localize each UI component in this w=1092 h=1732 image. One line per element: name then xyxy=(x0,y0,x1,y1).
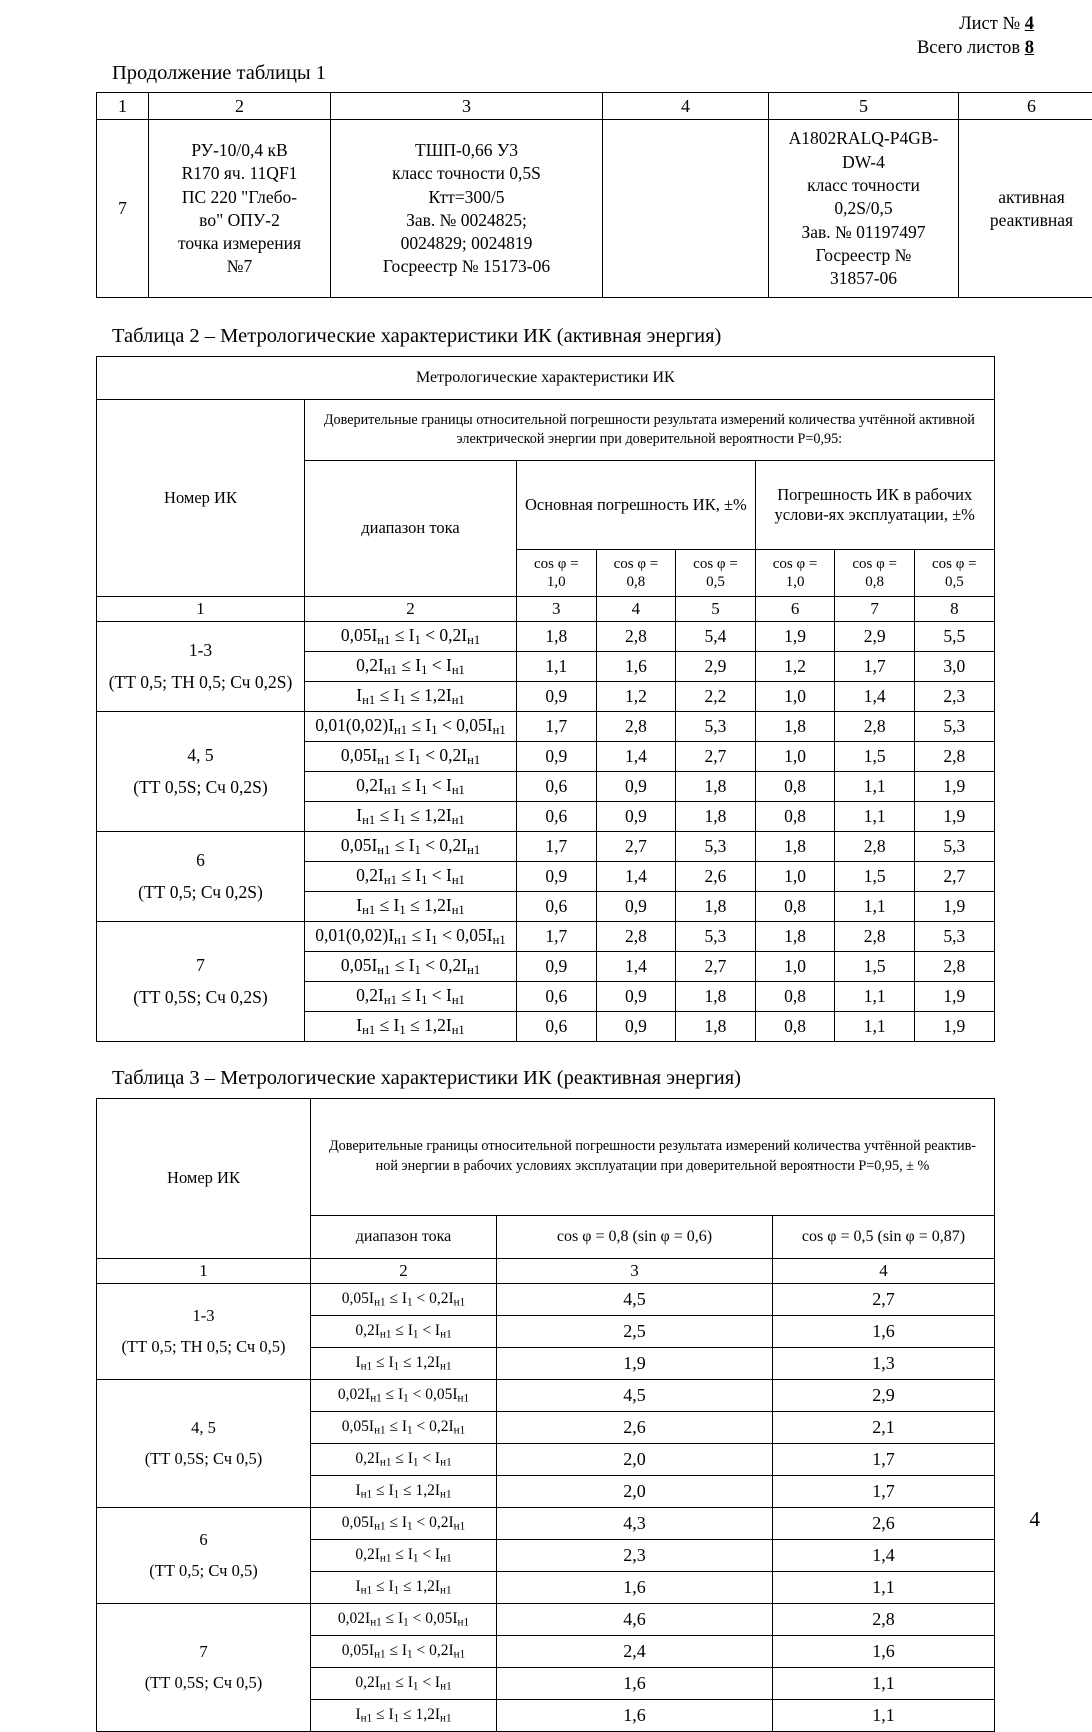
error-value-cell: 0,8 xyxy=(755,981,835,1011)
table1-colnum-2: 2 xyxy=(149,93,331,120)
error-value-cell: 2,6 xyxy=(676,861,756,891)
current-range-cell: $0,05I_{н1} \le I_1 < 0,2I_{н1}$ xyxy=(305,741,517,771)
table-row xyxy=(97,1603,995,1635)
table1-colnum-5: 5 xyxy=(769,93,959,120)
table2-header-ik-number: Номер ИК xyxy=(97,399,305,596)
table2-header-current-range: диапазон тока xyxy=(305,460,517,596)
error-value-cell: 5,3 xyxy=(676,831,756,861)
table1-colnum-1: 1 xyxy=(97,93,149,120)
current-range-cell: $I_{н1} \le I_1 \le 1,2I_{н1}$ xyxy=(311,1699,497,1731)
error-value-cell: 1,9 xyxy=(914,801,994,831)
error-value-cell: 1,5 xyxy=(835,741,915,771)
error-value-cell: 0,9 xyxy=(596,891,676,921)
table1-cell-ct: ТШП-0,66 У3 класс точности 0,5S Ктт=300/5 Зав. № 0024825; 0024829; 0024819 Госреестр № 15173-06 xyxy=(331,120,603,298)
table1-colnum-4: 4 xyxy=(603,93,769,120)
error-value-cell: 2,9 xyxy=(676,651,756,681)
error-value-cell: 1,0 xyxy=(755,681,835,711)
error-value-cell: 1,2 xyxy=(596,681,676,711)
error-value-cell: 2,9 xyxy=(773,1379,995,1411)
error-value-cell: 1,4 xyxy=(773,1539,995,1571)
error-value-cell: 1,8 xyxy=(755,921,835,951)
error-value-cell: 2,7 xyxy=(914,861,994,891)
error-value-cell: 2,8 xyxy=(835,831,915,861)
table2-cos-4: cos φ = 1,0 xyxy=(755,549,835,596)
error-value-cell: 1,9 xyxy=(914,981,994,1011)
error-value-cell: 1,6 xyxy=(773,1635,995,1667)
current-range-cell: $0,05I_{н1} \le I_1 < 0,2I_{н1}$ xyxy=(311,1411,497,1443)
table-row xyxy=(97,1283,995,1315)
current-range-cell: $0,2I_{н1} \le I_1 < I_{н1}$ xyxy=(305,771,517,801)
error-value-cell: 1,7 xyxy=(517,831,597,861)
error-value-cell: 1,1 xyxy=(835,891,915,921)
table-row xyxy=(97,831,995,861)
current-range-cell: $I_{н1} \le I_1 \le 1,2I_{н1}$ xyxy=(305,681,517,711)
table1-cell-location: РУ-10/0,4 кВ R170 яч. 11QF1 ПС 220 "Глебо- во" ОПУ-2 точка измерения №7 xyxy=(149,120,331,298)
table2-cos-3: cos φ = 0,5 xyxy=(676,549,756,596)
error-value-cell: 1,1 xyxy=(773,1699,995,1731)
error-value-cell: 4,6 xyxy=(497,1603,773,1635)
error-value-cell: 1,9 xyxy=(755,621,835,651)
table2-colnum-1: 1 xyxy=(97,596,305,621)
error-value-cell: 5,3 xyxy=(676,921,756,951)
total-sheets-value: 8 xyxy=(1025,38,1034,58)
error-value-cell: 4,5 xyxy=(497,1379,773,1411)
table2-cos-1: cos φ = 1,0 xyxy=(517,549,597,596)
error-value-cell: 2,7 xyxy=(596,831,676,861)
table-row xyxy=(97,621,995,651)
error-value-cell: 1,0 xyxy=(755,861,835,891)
error-value-cell: 1,8 xyxy=(676,771,756,801)
error-value-cell: 1,0 xyxy=(755,741,835,771)
ik-group-name: 1-3 xyxy=(99,634,302,666)
error-value-cell: 1,6 xyxy=(497,1571,773,1603)
error-value-cell: 1,7 xyxy=(773,1443,995,1475)
current-range-cell: $0,05I_{н1} \le I_1 < 0,2I_{н1}$ xyxy=(311,1283,497,1315)
table2 xyxy=(96,356,995,1042)
table2-colnum-3: 3 xyxy=(517,596,597,621)
table1-cell-meter: A1802RALQ-P4GB- DW-4 класс точности 0,2S/0,5 Зав. № 01197497 Госреестр № 31857-06 xyxy=(769,120,959,298)
table2-colnum-2: 2 xyxy=(305,596,517,621)
table2-column-number-row xyxy=(97,596,995,621)
error-value-cell: 2,9 xyxy=(835,621,915,651)
ik-group-name: 6 xyxy=(99,844,302,876)
table3-cos-2: cos φ = 0,5 (sin φ = 0,87) xyxy=(773,1215,995,1258)
error-value-cell: 2,5 xyxy=(497,1315,773,1347)
error-value-cell: 1,9 xyxy=(914,771,994,801)
table2-cos-5: cos φ = 0,8 xyxy=(835,549,915,596)
ik-group-spec: (ТТ 0,5S; Сч 0,5) xyxy=(99,1667,308,1698)
ik-group-cell xyxy=(97,711,305,831)
table1 xyxy=(96,92,1092,298)
current-range-cell: $0,2I_{н1} \le I_1 < I_{н1}$ xyxy=(311,1315,497,1347)
error-value-cell: 1,8 xyxy=(676,801,756,831)
total-sheets-label: Всего листов xyxy=(917,38,1020,58)
table2-colnum-6: 6 xyxy=(755,596,835,621)
current-range-cell: $I_{н1} \le I_1 \le 1,2I_{н1}$ xyxy=(311,1347,497,1379)
ik-group-name: 7 xyxy=(99,1636,308,1667)
error-value-cell: 2,3 xyxy=(497,1539,773,1571)
error-value-cell: 1,4 xyxy=(596,951,676,981)
error-value-cell: 1,1 xyxy=(835,1011,915,1041)
sheet-value: 4 xyxy=(1025,14,1034,34)
table3-column-number-row xyxy=(97,1258,995,1283)
error-value-cell: 1,8 xyxy=(676,891,756,921)
error-value-cell: 5,3 xyxy=(676,711,756,741)
table2-body xyxy=(97,621,995,1041)
error-value-cell: 1,1 xyxy=(835,771,915,801)
table2-colnum-5: 5 xyxy=(676,596,756,621)
error-value-cell: 2,8 xyxy=(914,951,994,981)
error-value-cell: 1,9 xyxy=(497,1347,773,1379)
error-value-cell: 1,5 xyxy=(835,951,915,981)
error-value-cell: 0,9 xyxy=(596,981,676,1011)
error-value-cell: 2,2 xyxy=(676,681,756,711)
current-range-cell: $0,2I_{н1} \le I_1 < I_{н1}$ xyxy=(305,861,517,891)
error-value-cell: 1,9 xyxy=(914,891,994,921)
ik-group-spec: (ТТ 0,5S; Сч 0,5) xyxy=(99,1443,308,1474)
error-value-cell: 0,9 xyxy=(517,741,597,771)
error-value-cell: 2,8 xyxy=(773,1603,995,1635)
table2-top-header-row xyxy=(97,356,995,399)
ik-group-spec: (ТТ 0,5; ТН 0,5; Сч 0,5) xyxy=(99,1331,308,1362)
ik-group-spec: (ТТ 0,5; Сч 0,2S) xyxy=(99,876,302,908)
current-range-cell: $0,2I_{н1} \le I_1 < I_{н1}$ xyxy=(311,1443,497,1475)
table2-top-header: Метрологические характеристики ИК xyxy=(97,356,995,399)
table2-wrapper xyxy=(96,356,1062,1042)
current-range-cell: $I_{н1} \le I_1 \le 1,2I_{н1}$ xyxy=(311,1571,497,1603)
current-range-cell: $0,2I_{н1} \le I_1 < I_{н1}$ xyxy=(305,981,517,1011)
table3-body xyxy=(97,1283,995,1731)
error-value-cell: 2,3 xyxy=(914,681,994,711)
table2-header-basic-error: Основная погрешность ИК, ±% xyxy=(517,460,756,549)
error-value-cell: 2,6 xyxy=(497,1411,773,1443)
ik-group-cell xyxy=(97,1283,311,1379)
error-value-cell: 2,0 xyxy=(497,1443,773,1475)
current-range-cell: $0,01(0,02)I_{н1} \le I_1 < 0,05I_{н1}$ xyxy=(305,711,517,741)
current-range-cell: $I_{н1} \le I_1 \le 1,2I_{н1}$ xyxy=(305,891,517,921)
error-value-cell: 2,7 xyxy=(773,1283,995,1315)
error-value-cell: 2,8 xyxy=(914,741,994,771)
ik-group-cell xyxy=(97,1379,311,1507)
error-value-cell: 1,8 xyxy=(676,1011,756,1041)
table1-caption: Продолжение таблицы 1 xyxy=(112,61,1062,87)
error-value-cell: 0,8 xyxy=(755,771,835,801)
error-value-cell: 0,6 xyxy=(517,801,597,831)
table2-cos-2: cos φ = 0,8 xyxy=(596,549,676,596)
table3 xyxy=(96,1098,995,1732)
ik-group-spec: (ТТ 0,5S; Сч 0,2S) xyxy=(99,981,302,1013)
error-value-cell: 0,9 xyxy=(596,1011,676,1041)
error-value-cell: 0,8 xyxy=(755,801,835,831)
error-value-cell: 1,7 xyxy=(835,651,915,681)
total-sheets-line xyxy=(30,36,1034,60)
sheet-number-line xyxy=(30,12,1034,36)
current-range-cell: $0,05I_{н1} \le I_1 < 0,2I_{н1}$ xyxy=(311,1635,497,1667)
ik-group-spec: (ТТ 0,5; ТН 0,5; Сч 0,2S) xyxy=(99,666,302,698)
error-value-cell: 0,6 xyxy=(517,981,597,1011)
error-value-cell: 1,8 xyxy=(676,981,756,1011)
ik-group-cell xyxy=(97,1603,311,1731)
table1-wrapper xyxy=(96,92,1062,298)
error-value-cell: 1,7 xyxy=(517,921,597,951)
table1-colnum-3: 3 xyxy=(331,93,603,120)
table1-cell-ik-number: 7 xyxy=(97,120,149,298)
error-value-cell: 1,7 xyxy=(773,1475,995,1507)
error-value-cell: 1,6 xyxy=(497,1667,773,1699)
sheet-header xyxy=(30,12,1062,61)
current-range-cell: $0,02I_{н1} \le I_1 < 0,05I_{н1}$ xyxy=(311,1603,497,1635)
ik-group-name: 1-3 xyxy=(99,1300,308,1331)
error-value-cell: 1,7 xyxy=(517,711,597,741)
error-value-cell: 1,1 xyxy=(773,1571,995,1603)
error-value-cell: 1,1 xyxy=(517,651,597,681)
table1-column-number-row xyxy=(97,93,1092,120)
error-value-cell: 2,4 xyxy=(497,1635,773,1667)
error-value-cell: 5,4 xyxy=(676,621,756,651)
current-range-cell: $I_{н1} \le I_1 \le 1,2I_{н1}$ xyxy=(311,1475,497,1507)
table3-header-note: Доверительные границы относительной погрешности результата измерений количества учтённой реактив-ной энергии в рабочих условиях эксплуатации при доверительной вероятности Р=0,95, ± % xyxy=(311,1098,995,1215)
table3-colnum-4: 4 xyxy=(773,1258,995,1283)
error-value-cell: 2,8 xyxy=(835,921,915,951)
table3-header-ik-number: Номер ИК xyxy=(97,1098,311,1258)
table-row xyxy=(97,1379,995,1411)
ik-group-name: 6 xyxy=(99,1524,308,1555)
error-value-cell: 1,9 xyxy=(914,1011,994,1041)
ik-group-name: 7 xyxy=(99,949,302,981)
error-value-cell: 0,9 xyxy=(517,681,597,711)
table3-caption: Таблица 3 – Метрологические характеристики ИК (реактивная энергия) xyxy=(112,1066,1062,1092)
error-value-cell: 1,6 xyxy=(596,651,676,681)
current-range-cell: $0,2I_{н1} \le I_1 < I_{н1}$ xyxy=(311,1539,497,1571)
error-value-cell: 1,2 xyxy=(755,651,835,681)
current-range-cell: $0,01(0,02)I_{н1} \le I_1 < 0,05I_{н1}$ xyxy=(305,921,517,951)
current-range-cell: $0,05I_{н1} \le I_1 < 0,2I_{н1}$ xyxy=(305,831,517,861)
error-value-cell: 1,3 xyxy=(773,1347,995,1379)
error-value-cell: 3,0 xyxy=(914,651,994,681)
table1-colnum-6: 6 xyxy=(959,93,1092,120)
table2-note-row xyxy=(97,399,995,460)
current-range-cell: $0,02I_{н1} \le I_1 < 0,05I_{н1}$ xyxy=(311,1379,497,1411)
ik-group-cell xyxy=(97,831,305,921)
error-value-cell: 1,8 xyxy=(517,621,597,651)
error-value-cell: 1,4 xyxy=(835,681,915,711)
error-value-cell: 5,5 xyxy=(914,621,994,651)
error-value-cell: 1,0 xyxy=(755,951,835,981)
error-value-cell: 1,1 xyxy=(773,1667,995,1699)
table2-colnum-4: 4 xyxy=(596,596,676,621)
ik-group-cell xyxy=(97,1507,311,1603)
error-value-cell: 1,8 xyxy=(755,831,835,861)
error-value-cell: 0,9 xyxy=(596,801,676,831)
error-value-cell: 5,3 xyxy=(914,921,994,951)
table3-colnum-1: 1 xyxy=(97,1258,311,1283)
table2-header-note: Доверительные границы относительной погрешности результата измерений количества учтённой активной электрической энергии при доверительной вероятности Р=0,95: xyxy=(305,399,995,460)
error-value-cell: 1,6 xyxy=(497,1699,773,1731)
table3-colnum-3: 3 xyxy=(497,1258,773,1283)
error-value-cell: 0,6 xyxy=(517,1011,597,1041)
table-row xyxy=(97,1507,995,1539)
table-row xyxy=(97,921,995,951)
current-range-cell: $I_{н1} \le I_1 \le 1,2I_{н1}$ xyxy=(305,801,517,831)
error-value-cell: 2,8 xyxy=(596,711,676,741)
sheet-label: Лист № xyxy=(959,14,1020,34)
table2-header-working-error: Погрешность ИК в рабочих услови-ях эксплуатации, ±% xyxy=(755,460,994,549)
error-value-cell: 1,6 xyxy=(773,1315,995,1347)
current-range-cell: $0,05I_{н1} \le I_1 < 0,2I_{н1}$ xyxy=(305,621,517,651)
table1-cell-energy-type: активная реактивная xyxy=(959,120,1092,298)
error-value-cell: 2,8 xyxy=(835,711,915,741)
error-value-cell: 1,1 xyxy=(835,801,915,831)
error-value-cell: 1,4 xyxy=(596,741,676,771)
table1-row xyxy=(97,120,1092,298)
error-value-cell: 1,8 xyxy=(755,711,835,741)
error-value-cell: 2,0 xyxy=(497,1475,773,1507)
table-row xyxy=(97,711,995,741)
current-range-cell: $0,05I_{н1} \le I_1 < 0,2I_{н1}$ xyxy=(311,1507,497,1539)
error-value-cell: 2,7 xyxy=(676,951,756,981)
table3-note-row xyxy=(97,1098,995,1215)
ik-group-cell xyxy=(97,621,305,711)
table2-cos-6: cos φ = 0,5 xyxy=(914,549,994,596)
ik-group-name: 4, 5 xyxy=(99,1412,308,1443)
current-range-cell: $0,2I_{н1} \le I_1 < I_{н1}$ xyxy=(311,1667,497,1699)
error-value-cell: 2,6 xyxy=(773,1507,995,1539)
error-value-cell: 0,8 xyxy=(755,1011,835,1041)
error-value-cell: 0,9 xyxy=(517,861,597,891)
current-range-cell: $0,2I_{н1} \le I_1 < I_{н1}$ xyxy=(305,651,517,681)
error-value-cell: 0,6 xyxy=(517,891,597,921)
page-number: 4 xyxy=(1030,1507,1041,1532)
ik-group-cell xyxy=(97,921,305,1041)
current-range-cell: $0,05I_{н1} \le I_1 < 0,2I_{н1}$ xyxy=(305,951,517,981)
error-value-cell: 0,9 xyxy=(517,951,597,981)
table2-colnum-8: 8 xyxy=(914,596,994,621)
error-value-cell: 5,3 xyxy=(914,711,994,741)
error-value-cell: 1,5 xyxy=(835,861,915,891)
error-value-cell: 4,5 xyxy=(497,1283,773,1315)
table2-colnum-7: 7 xyxy=(835,596,915,621)
error-value-cell: 1,4 xyxy=(596,861,676,891)
ik-group-name: 4, 5 xyxy=(99,739,302,771)
error-value-cell: 0,9 xyxy=(596,771,676,801)
table3-header-current-range: диапазон тока xyxy=(311,1215,497,1258)
ik-group-spec: (ТТ 0,5S; Сч 0,2S) xyxy=(99,771,302,803)
table3-colnum-2: 2 xyxy=(311,1258,497,1283)
ik-group-spec: (ТТ 0,5; Сч 0,5) xyxy=(99,1555,308,1586)
error-value-cell: 2,1 xyxy=(773,1411,995,1443)
table2-caption: Таблица 2 – Метрологические характеристики ИК (активная энергия) xyxy=(112,324,1062,350)
table1-cell-vt xyxy=(603,120,769,298)
error-value-cell: 4,3 xyxy=(497,1507,773,1539)
error-value-cell: 0,8 xyxy=(755,891,835,921)
error-value-cell: 5,3 xyxy=(914,831,994,861)
error-value-cell: 2,7 xyxy=(676,741,756,771)
error-value-cell: 2,8 xyxy=(596,921,676,951)
table3-wrapper xyxy=(96,1098,1062,1732)
error-value-cell: 1,1 xyxy=(835,981,915,1011)
error-value-cell: 0,6 xyxy=(517,771,597,801)
table3-cos-1: cos φ = 0,8 (sin φ = 0,6) xyxy=(497,1215,773,1258)
error-value-cell: 2,8 xyxy=(596,621,676,651)
current-range-cell: $I_{н1} \le I_1 \le 1,2I_{н1}$ xyxy=(305,1011,517,1041)
